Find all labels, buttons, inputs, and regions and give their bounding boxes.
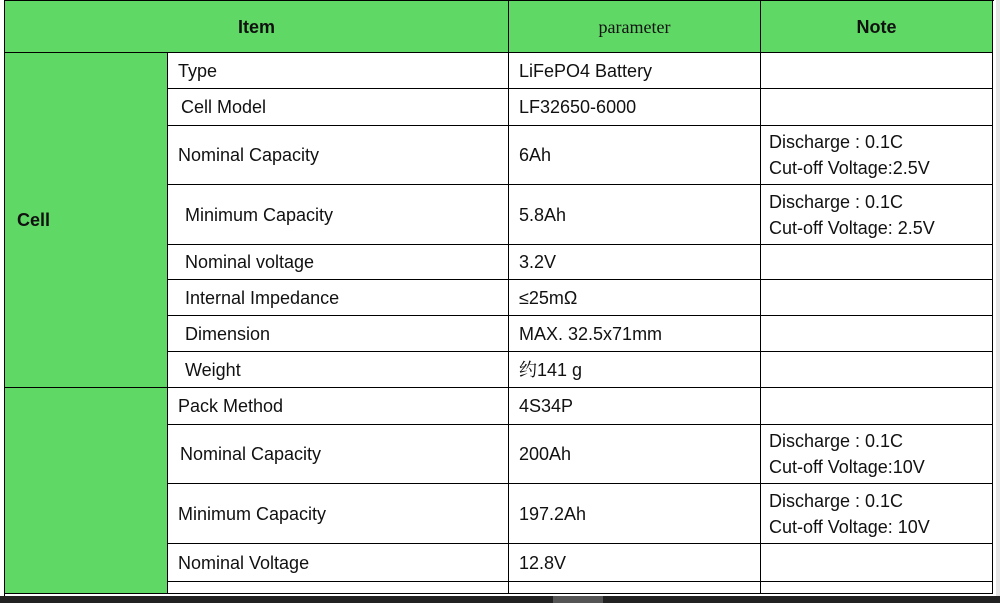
note-line-discharge: Discharge : 0.1C [769, 490, 904, 511]
item-cell-minimum-capacity: Minimum Capacity [168, 185, 509, 245]
param-internal-impedance: ≤25mΩ [509, 280, 761, 316]
item-cell-model: Cell Model [168, 89, 509, 126]
param-pack-nominal-capacity: 200Ah [509, 425, 761, 484]
note-line-discharge: Discharge : 0.1C [769, 431, 904, 451]
param-pack-method: 4S34P [509, 388, 761, 425]
note-weight [761, 352, 993, 388]
scrollbar-thumb[interactable] [553, 596, 603, 603]
param-dimension: MAX. 32.5x71mm [509, 316, 761, 352]
note-line-discharge: Discharge : 0.1C [769, 191, 904, 212]
param-pack-nominal-voltage: 12.8V [509, 544, 761, 582]
note-line-discharge: Discharge : 0.1C [769, 132, 904, 152]
item-type: Type [168, 53, 509, 89]
note-line-cutoff: Cut-off Voltage:10V [769, 457, 925, 477]
header-parameter: parameter [509, 1, 761, 53]
page-edge [996, 0, 1000, 596]
note-type [761, 53, 993, 89]
item-dimension: Dimension [168, 316, 509, 352]
header-item: Item [5, 1, 509, 53]
note-nominal-voltage [761, 245, 993, 280]
note-pack-nominal-voltage [761, 544, 993, 582]
note-line-cutoff: Cut-off Voltage:2.5V [769, 158, 930, 178]
item-pack-nominal-capacity: Nominal Capacity [168, 425, 509, 484]
item-pack-minimum-capacity: Minimum Capacity [168, 484, 509, 544]
param-cut-off-row [509, 582, 761, 594]
spec-table [4, 0, 994, 597]
item-cut-off-row [168, 582, 509, 594]
param-weight: 约141 g [509, 352, 761, 388]
group-label-pack [5, 388, 168, 594]
item-internal-impedance: Internal Impedance [168, 280, 509, 316]
note-dimension [761, 316, 993, 352]
param-pack-minimum-capacity: 197.2Ah [509, 484, 761, 544]
param-cell-minimum-capacity: 5.8Ah [509, 185, 761, 245]
note-pack-method [761, 388, 993, 425]
note-pack-nominal-capacity [761, 425, 993, 484]
param-cell-model: LF32650-6000 [509, 89, 761, 126]
group-label-cell: Cell [5, 53, 168, 388]
note-cell-minimum-capacity [761, 185, 993, 245]
note-internal-impedance [761, 280, 993, 316]
header-note: Note [761, 1, 993, 53]
item-pack-nominal-voltage: Nominal Voltage [168, 544, 509, 582]
item-weight: Weight [168, 352, 509, 388]
horizontal-scrollbar[interactable] [0, 596, 1000, 603]
param-nominal-voltage: 3.2V [509, 245, 761, 280]
item-cell-nominal-capacity: Nominal Capacity [168, 126, 509, 185]
item-pack-method: Pack Method [168, 388, 509, 425]
param-type: LiFePO4 Battery [509, 53, 761, 89]
note-cell-nominal-capacity [761, 126, 993, 185]
note-cut-off-row [761, 582, 993, 594]
item-nominal-voltage: Nominal voltage [168, 245, 509, 280]
note-line-cutoff: Cut-off Voltage: 10V [769, 516, 930, 537]
note-line-cutoff: Cut-off Voltage: 2.5V [769, 217, 935, 238]
note-cell-model [761, 89, 993, 126]
param-cell-nominal-capacity: 6Ah [509, 126, 761, 185]
note-pack-minimum-capacity [761, 484, 993, 544]
